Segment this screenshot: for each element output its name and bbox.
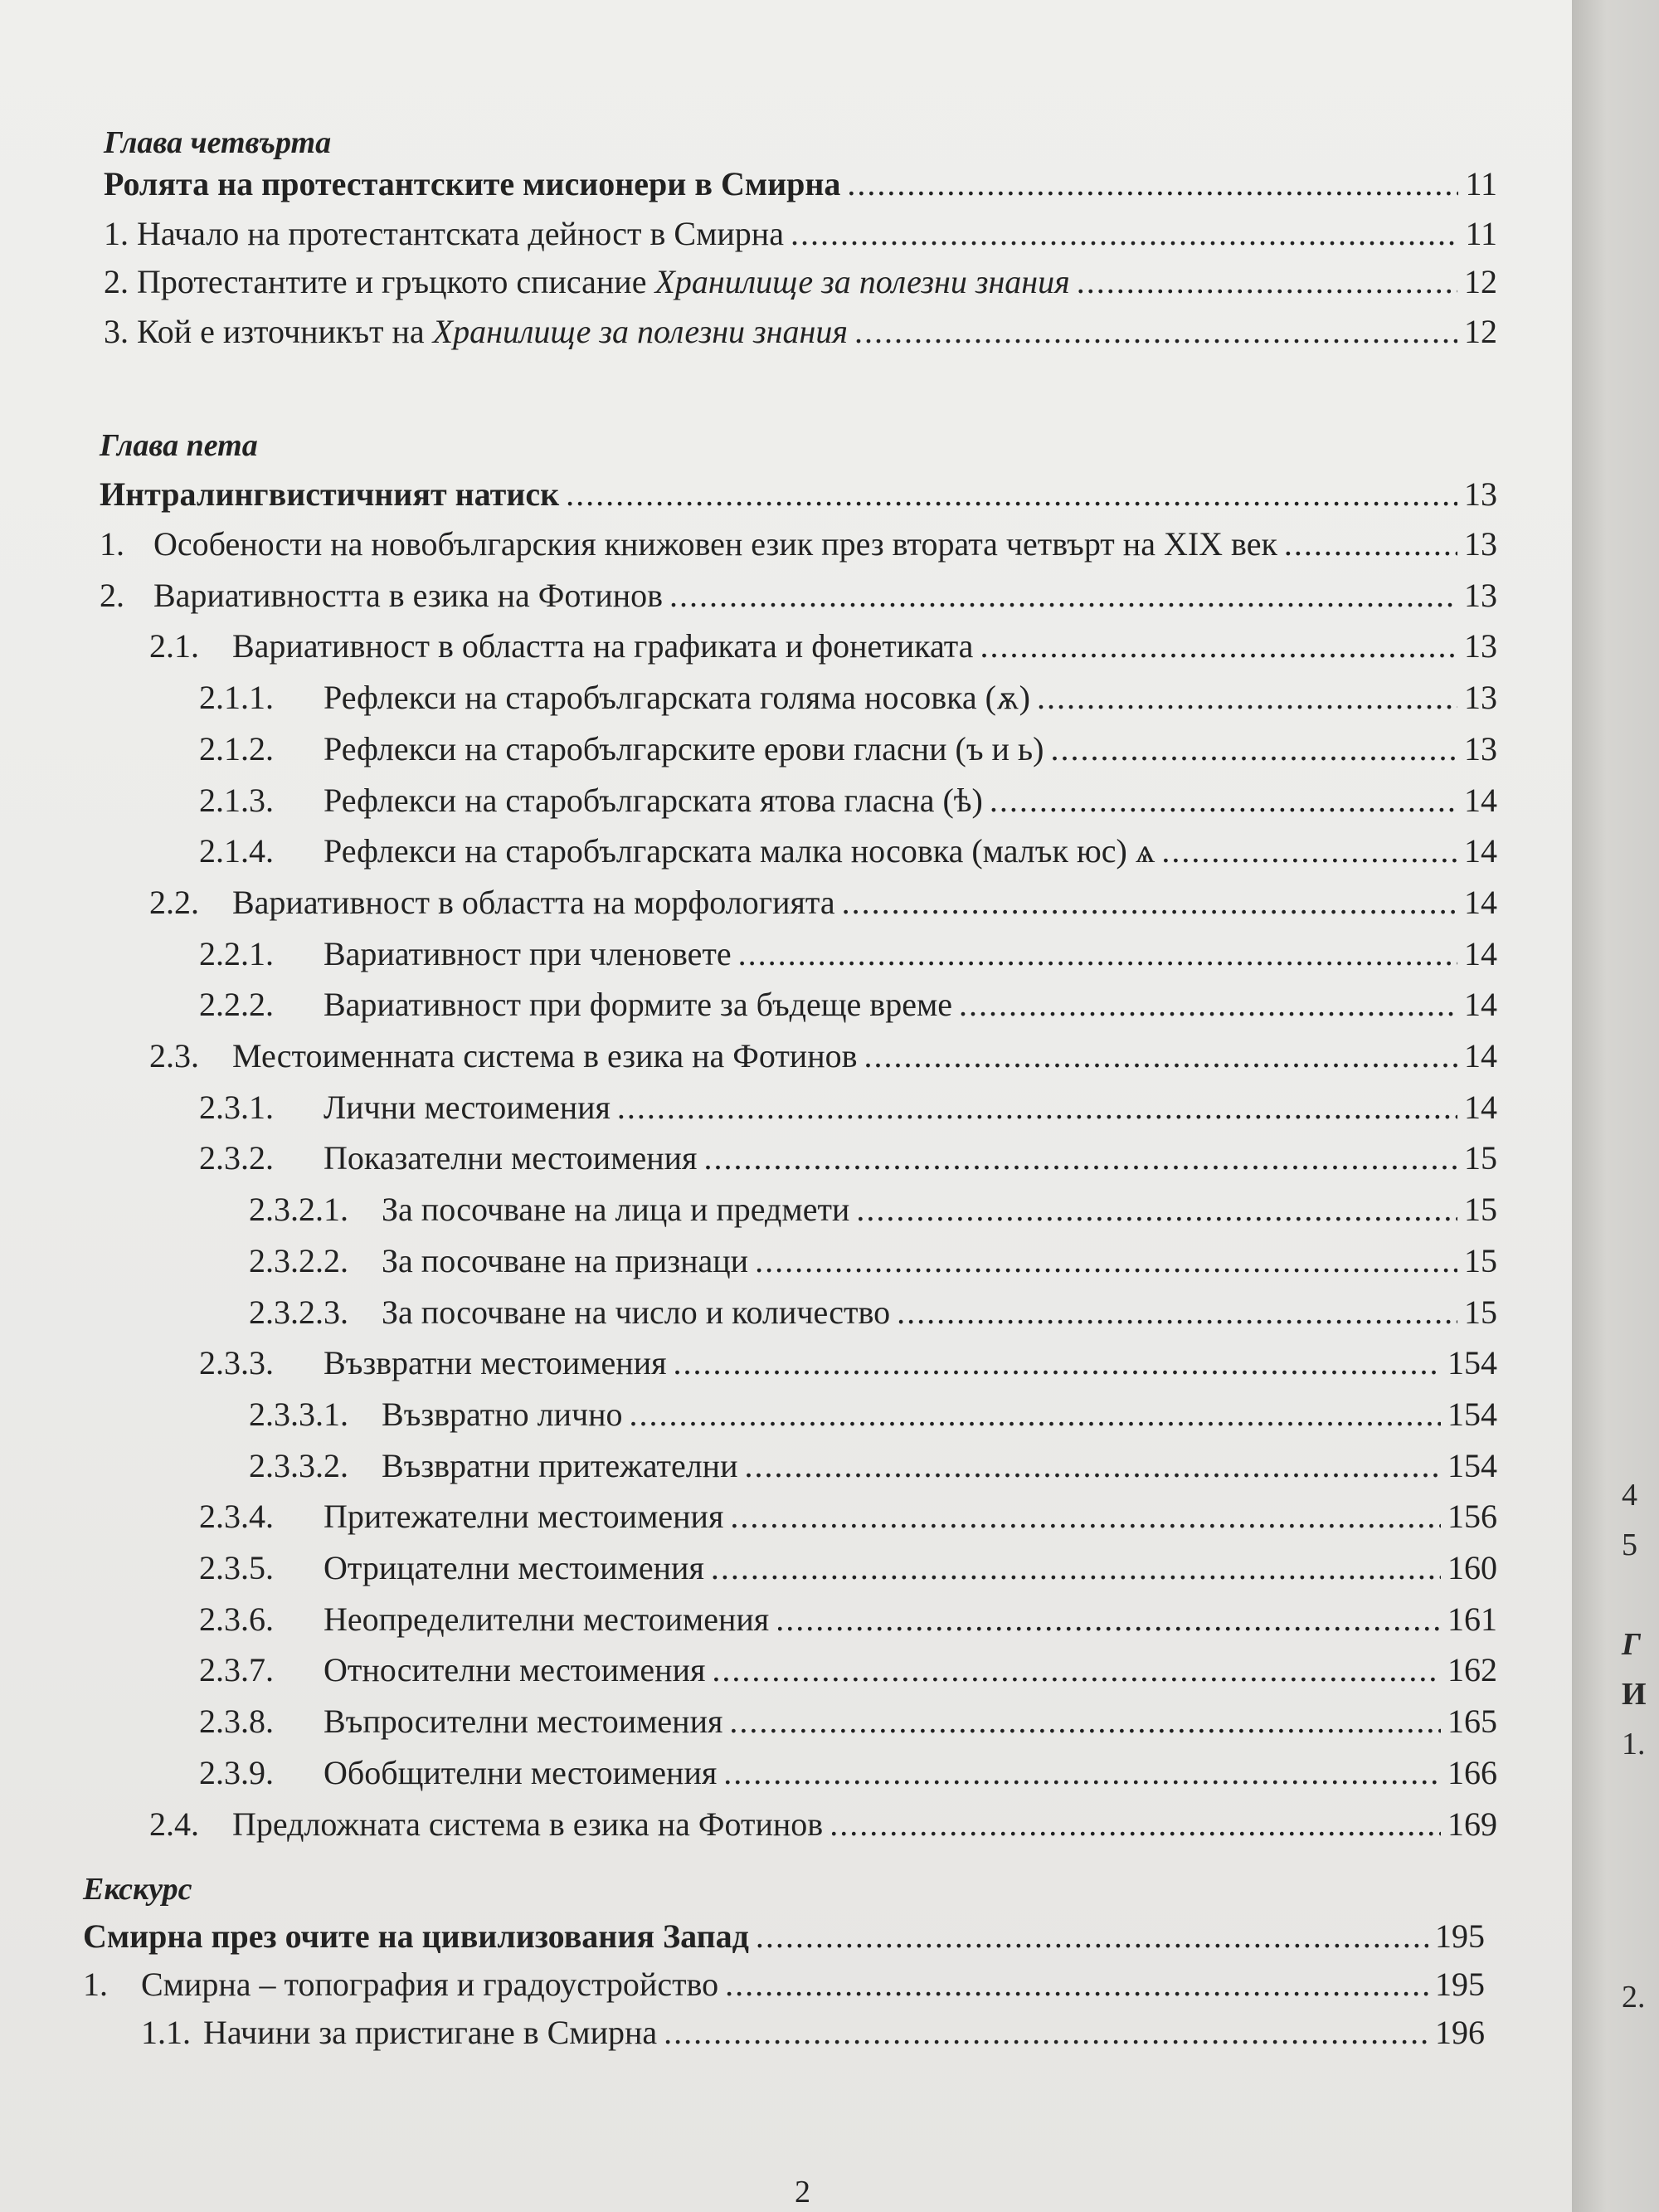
toc-row [100,524,1497,563]
page-number: 15 [1464,1139,1497,1177]
toc-label: 2.3.9. Обобщителни местоимения [199,1754,718,1791]
toc-row [199,934,1497,973]
toc-row [199,1343,1497,1382]
page-number: 15 [1464,1191,1497,1228]
toc-row [199,831,1497,870]
page-number: 12 [1464,313,1497,350]
toc-row [104,312,1497,351]
page-number: 166 [1447,1754,1497,1791]
chapter5-title-row [100,475,1497,514]
toc-label: 2.3.3.2. Възвратни притежателни [249,1447,738,1484]
page-number: 154 [1447,1344,1497,1381]
toc-row [199,729,1497,768]
adjacent-fragment: 4 [1622,1478,1637,1513]
page-number: 196 [1435,2014,1485,2051]
chapter4-title: Ролята на протестантските мисионери в Смирна [104,165,841,202]
chapter4-heading: Глава четвърта [104,125,332,160]
toc-label: 2.2.1. Вариативност при членовете [199,935,732,972]
toc-row [199,1088,1497,1127]
page-number: 14 [1464,1037,1497,1074]
toc-row [199,1702,1497,1741]
toc-label: 2.1.2. Рефлекси на старобългарските ерови гласни (ъ и ь) [199,730,1044,767]
toc-row [149,626,1497,665]
toc-label: 1. Смирна – топография и градоустройство [83,1966,719,2003]
adjacent-fragment: 2. [1622,1980,1646,2015]
page-number: 11 [1465,215,1497,252]
toc-row [199,1650,1497,1689]
toc-label: 2.1.1. Рефлекси на старобългарската голяма носовка (ѫ) [199,679,1030,716]
page-number: 154 [1447,1396,1497,1433]
toc-label: 2. Протестантите и гръцкото списание Хранилище за полезни знания [104,263,1070,300]
toc-row [249,1293,1497,1332]
toc-label: 2.3.8. Въпросителни местоимения [199,1703,723,1740]
toc-label: 2.3. Местоименната система в езика на Фотинов [149,1037,858,1074]
toc-label: 2.3.2. Показателни местоимения [199,1139,698,1177]
toc-label: 2.3.2.2. За посочване на признаци [249,1242,749,1279]
toc-row [104,214,1497,253]
toc-label: 2.2.2. Вариативност при формите за бъдеще време [199,986,953,1023]
page-number: 154 [1447,1447,1497,1484]
page-number: 14 [1464,1089,1497,1126]
page-number: 14 [1464,935,1497,972]
page-number: 11 [1465,165,1497,202]
page-number: 162 [1447,1651,1497,1688]
page-number: 195 [1435,1966,1485,2003]
toc-label: 2.3.2.3. За посочване на число и количество [249,1294,891,1331]
page-number: 13 [1464,679,1497,716]
footer-page-number: 2 [795,2175,810,2210]
adjacent-fragment: И [1622,1677,1647,1712]
toc-label: 3. Кой е източникът на Хранилище за полезни знания [104,313,848,350]
toc-row [149,1036,1497,1075]
page-number: 165 [1447,1703,1497,1740]
page-number: 14 [1464,884,1497,921]
page-number: 12 [1464,263,1497,300]
toc-label: 1. Особености на новобългарския книжовен език през втората четвърт на XIX век [100,525,1277,563]
toc-label: 2.3.4. Притежателни местоимения [199,1498,724,1535]
page-number: 14 [1464,986,1497,1023]
toc-label: 2.1.4. Рефлекси на старобългарската малка носовка (малък юс) ѧ [199,832,1155,870]
toc-row [199,1753,1497,1792]
toc-row [199,781,1497,820]
toc-label: 2.3.5. Отрицателни местоимения [199,1549,704,1586]
chapter5-title: Интралингвистичният натиск [100,475,560,513]
toc-label: 2.3.2.1. За посочване на лица и предмети [249,1191,850,1228]
adjacent-page-edge [1572,0,1659,2212]
adjacent-fragment: 1. [1622,1727,1646,1761]
toc-row [199,1497,1497,1536]
toc-label: 2.4. Предложната система в езика на Фотинов [149,1805,824,1843]
chapter4-title-row [104,164,1497,203]
page-number: 14 [1464,782,1497,819]
toc-row [149,1805,1497,1844]
page-number: 14 [1464,832,1497,870]
excursus-heading: Екскурс [83,1872,192,1907]
toc-label: 1. Начало на протестантската дейност в Смирна [104,215,784,252]
page-number: 13 [1464,475,1497,513]
toc-row [249,1395,1497,1434]
adjacent-fragment: 5 [1622,1527,1637,1562]
page-number: 13 [1464,627,1497,665]
toc-label: 2.1.3. Рефлекси на старобългарската ятова гласна (ѣ) [199,782,983,819]
adjacent-fragment: Г [1622,1627,1641,1662]
toc-label: 1.1. Начини за пристигане в Смирна [141,2014,658,2051]
page-number: 13 [1464,577,1497,614]
toc-label: 2.3.6. Неопределителни местоимения [199,1601,770,1638]
toc-row [199,678,1497,717]
page-number: 15 [1464,1294,1497,1331]
toc-row [199,1548,1497,1587]
page-number: 195 [1435,1917,1485,1955]
toc-label: 2.3.3. Възвратни местоимения [199,1344,667,1381]
toc-row [100,576,1497,615]
page-number: 13 [1464,525,1497,563]
excursus-title: Смирна през очите на цивилизования Запад [83,1917,749,1955]
toc-row [199,1138,1497,1177]
toc-label: 2.1. Вариативност в областта на графиката и фонетиката [149,627,974,665]
page-number: 156 [1447,1498,1497,1535]
toc-row [249,1446,1497,1485]
page-number: 13 [1464,730,1497,767]
toc-label: 2.2. Вариативност в областта на морфологията [149,884,835,921]
toc-row [199,985,1497,1024]
toc-label: 2.3.7. Относителни местоимения [199,1651,706,1688]
page-number: 169 [1447,1805,1497,1843]
page-number: 160 [1447,1549,1497,1586]
toc-label: 2.3.1. Лични местоимения [199,1089,611,1126]
toc-row [104,262,1497,301]
page-number: 15 [1464,1242,1497,1279]
page-number: 161 [1447,1601,1497,1638]
toc-row [83,1965,1485,2004]
toc-row [199,1600,1497,1639]
toc-label: 2.3.3.1. Възвратно лично [249,1396,623,1433]
toc-row [149,883,1497,922]
toc-row [249,1241,1497,1280]
toc-label: 2. Вариативността в езика на Фотинов [100,577,664,614]
toc-row [141,2013,1485,2052]
excursus-title-row [83,1917,1485,1956]
toc-row [249,1190,1497,1229]
chapter5-heading: Глава пета [100,428,258,463]
